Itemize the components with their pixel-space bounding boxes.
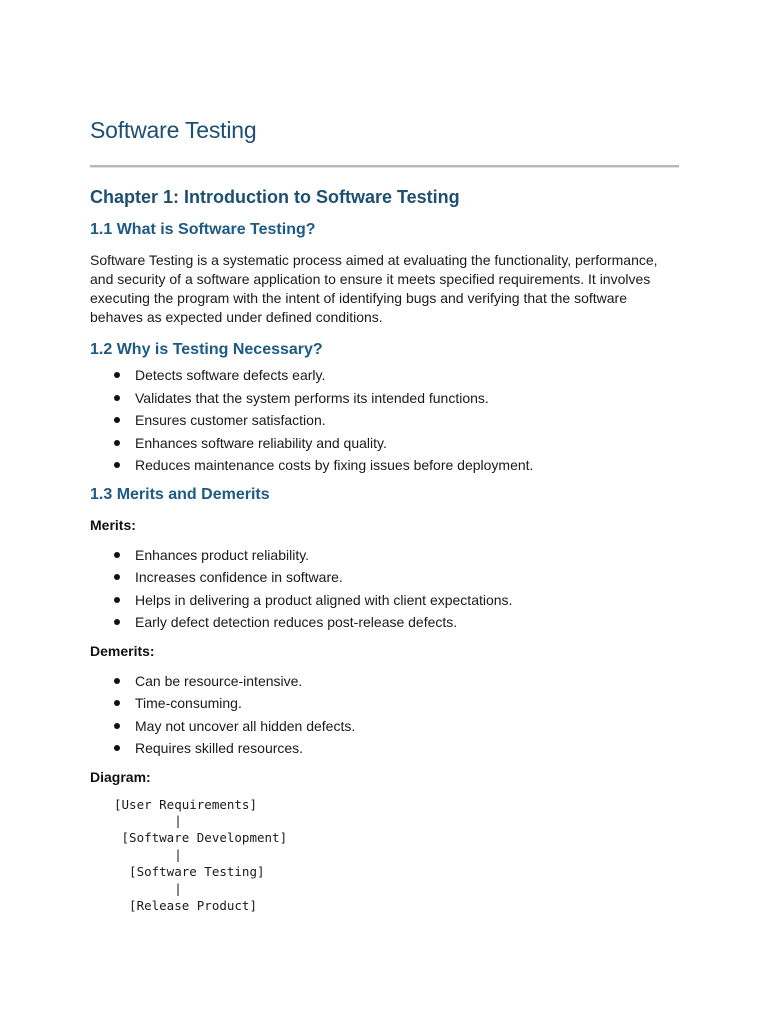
bullet-dot-icon: [114, 440, 120, 446]
bullet-dot-icon: [114, 552, 120, 558]
diagram-line: |: [114, 847, 182, 863]
diagram-line: [Software Development]: [114, 830, 288, 846]
list-item: [90, 715, 680, 738]
list-item: [90, 432, 680, 455]
chapter-heading: Chapter 1: Introduction to Software Testing: [90, 187, 460, 207]
list-item-text: Requires skilled resources.: [135, 740, 304, 756]
list-item-text: Validates that the system performs its intended functions.: [135, 389, 489, 406]
list-item: [90, 454, 680, 477]
list-item-text: Early defect detection reduces post-release defects.: [135, 614, 458, 630]
list-item-text: Can be resource-intensive.: [135, 672, 303, 689]
section-heading-1-3: 1.3 Merits and Demerits: [90, 485, 270, 503]
bullet-dot-icon: [114, 700, 120, 706]
merits-list: [90, 544, 680, 634]
list-item: [90, 566, 680, 589]
demerits-label: Demerits:: [90, 642, 155, 659]
list-item: [90, 670, 680, 693]
list-item-text: Reduces maintenance costs by fixing issues before deployment.: [135, 457, 534, 473]
list-item: [90, 589, 680, 612]
list-item: [90, 611, 680, 634]
bullet-dot-icon: [114, 745, 120, 751]
document-title: Software Testing: [90, 117, 257, 143]
bullet-dot-icon: [114, 619, 120, 625]
list-item-text: Time-consuming.: [135, 695, 242, 711]
diagram-line: |: [114, 813, 182, 829]
diagram-line: [User Requirements]: [114, 796, 257, 812]
list-item-text: May not uncover all hidden defects.: [135, 717, 356, 734]
list-item-text: Enhances product reliability.: [135, 546, 310, 563]
list-item: [90, 364, 680, 387]
bullet-dot-icon: [114, 574, 120, 580]
bullet-dot-icon: [114, 372, 120, 378]
bullet-dot-icon: [114, 462, 120, 468]
necessity-list: [90, 364, 680, 477]
bullet-dot-icon: [114, 597, 120, 603]
list-item-text: Increases confidence in software.: [135, 569, 343, 585]
section-heading-1-2: 1.2 Why is Testing Necessary?: [90, 341, 323, 358]
list-item: [90, 409, 680, 432]
diagram-line: [Release Product]: [114, 897, 257, 913]
demerits-list: [90, 670, 680, 760]
bullet-dot-icon: [114, 723, 120, 729]
list-item-text: Helps in delivering a product aligned with client expectations.: [135, 591, 513, 608]
list-item-text: Enhances software reliability and quality.: [135, 434, 387, 451]
bullet-dot-icon: [114, 395, 120, 401]
diagram-label: Diagram:: [90, 768, 151, 785]
merits-label: Merits:: [90, 516, 136, 533]
list-item-text: Detects software defects early.: [135, 367, 326, 383]
document-body: [90, 184, 680, 915]
section-heading-1-1: 1.1 What is Software Testing?: [90, 221, 316, 238]
section-1-1-paragraph: Software Testing is a systematic process aimed at evaluating the functionality, performance, and security of a software application to ensure it meets specified requirements. It involves executing the program with the intent of identifying bugs and verifying that the software behaves as expected under defined conditions.: [90, 252, 658, 325]
list-item: [90, 387, 680, 410]
diagram-line: [Software Testing]: [114, 864, 265, 880]
flow-diagram: [90, 797, 680, 915]
title-divider: [90, 165, 679, 168]
diagram-line: |: [114, 881, 182, 897]
list-item: [90, 544, 680, 567]
bullet-dot-icon: [114, 417, 120, 423]
list-item-text: Ensures customer satisfaction.: [135, 412, 326, 428]
bullet-dot-icon: [114, 678, 120, 684]
list-item: [90, 692, 680, 715]
list-item: [90, 737, 680, 760]
